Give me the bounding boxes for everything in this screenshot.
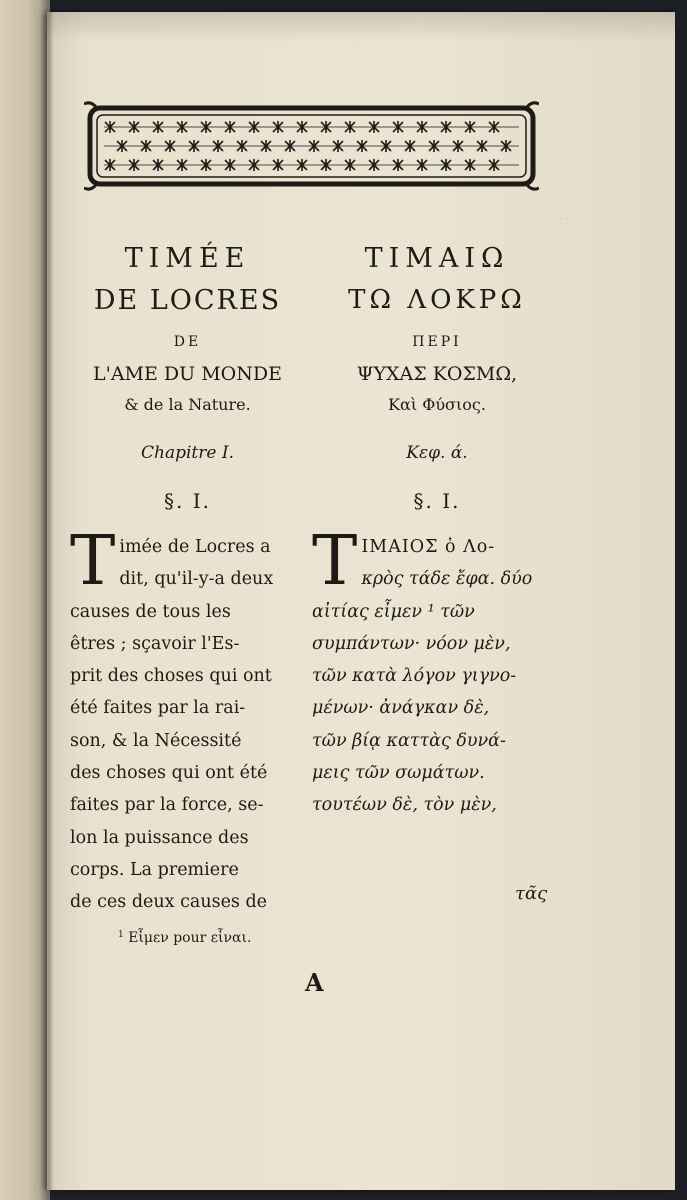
footnote xyxy=(118,930,251,946)
ornamental-headpiece xyxy=(84,100,539,192)
greek-title-psychas-kosmo: ΨΥΧΑΣ ΚΟΣΜΩ, xyxy=(356,363,518,385)
greek-line: μένων· ἀνάγκαν δὲ, xyxy=(312,698,490,719)
french-drop-cap: T xyxy=(70,522,116,601)
greek-line: τῶν βίᾳ καττὰς δυνά- xyxy=(312,730,506,751)
french-chapter-heading: Chapitre I. xyxy=(141,443,234,463)
show-through-text: · · · · xyxy=(560,215,581,225)
greek-title-peri: ΠΕΡΙ xyxy=(412,334,462,350)
greek-chapter-heading: Κεφ. ά. xyxy=(406,443,468,463)
french-line: son, & la Nécessité xyxy=(70,730,242,751)
greek-line: κρὸς τάδε ἔφα. δύο xyxy=(361,569,533,590)
signature-mark: A xyxy=(305,968,324,997)
french-line: êtres ; sçavoir l'Es- xyxy=(70,633,240,654)
french-body-text xyxy=(70,522,305,919)
french-title-ame-du-monde: L'AME DU MONDE xyxy=(93,363,282,385)
greek-title-timaio: ΤΙΜΑΙΩ xyxy=(364,243,510,274)
french-line: lon la puissance des xyxy=(70,827,249,848)
french-line: faites par la force, se- xyxy=(70,795,264,816)
greek-line: τουτέων δὲ, τὸν μὲν, xyxy=(312,795,497,816)
french-line: été faites par la rai- xyxy=(70,698,246,719)
greek-line: τῶν κατὰ λόγον γιγνο- xyxy=(312,666,517,687)
greek-line: συμπάντων· νόον μὲν, xyxy=(312,633,511,654)
page-shadow xyxy=(47,12,675,42)
french-line: de ces deux causes de xyxy=(70,892,268,913)
french-section-heading: §. I. xyxy=(164,489,211,513)
greek-section-heading: §. I. xyxy=(413,489,461,513)
french-title-de-locres: DE LOCRES xyxy=(93,285,282,316)
footnote-text: Εἶμεν pour εἶναι. xyxy=(128,930,252,946)
french-title-de: DE xyxy=(173,334,202,350)
french-line: prit des choses qui ont xyxy=(70,666,272,687)
french-title-timee: TIMÉE xyxy=(124,243,251,274)
catchword: τᾶς xyxy=(515,883,548,904)
greek-drop-cap: Τ xyxy=(312,522,358,601)
greek-title-to-lokro: ΤΩ ΛΟΚΡΩ xyxy=(348,285,526,315)
french-column xyxy=(70,245,305,919)
greek-line: ΙΜΑΙΟΣ ὁ Λο- xyxy=(361,537,496,557)
greek-column xyxy=(312,245,562,822)
greek-line: μεις τῶν σωμάτων. xyxy=(312,763,485,784)
spine-shadow xyxy=(40,0,54,1200)
greek-title-kai-physios: Καὶ Φύσιος. xyxy=(388,395,486,414)
french-line: causes de tous les xyxy=(70,601,231,622)
french-line: corps. La premiere xyxy=(70,859,239,880)
greek-line: αἰτίας εἶμεν ¹ τῶν xyxy=(312,601,475,622)
footnote-marker: 1 xyxy=(118,930,124,940)
french-line: des choses qui ont été xyxy=(70,763,268,784)
french-line: dit, qu'il-y-a deux xyxy=(119,569,274,590)
french-line: imée de Locres a xyxy=(119,537,271,557)
greek-body-text xyxy=(312,522,562,822)
french-title-nature: & de la Nature. xyxy=(124,395,251,414)
